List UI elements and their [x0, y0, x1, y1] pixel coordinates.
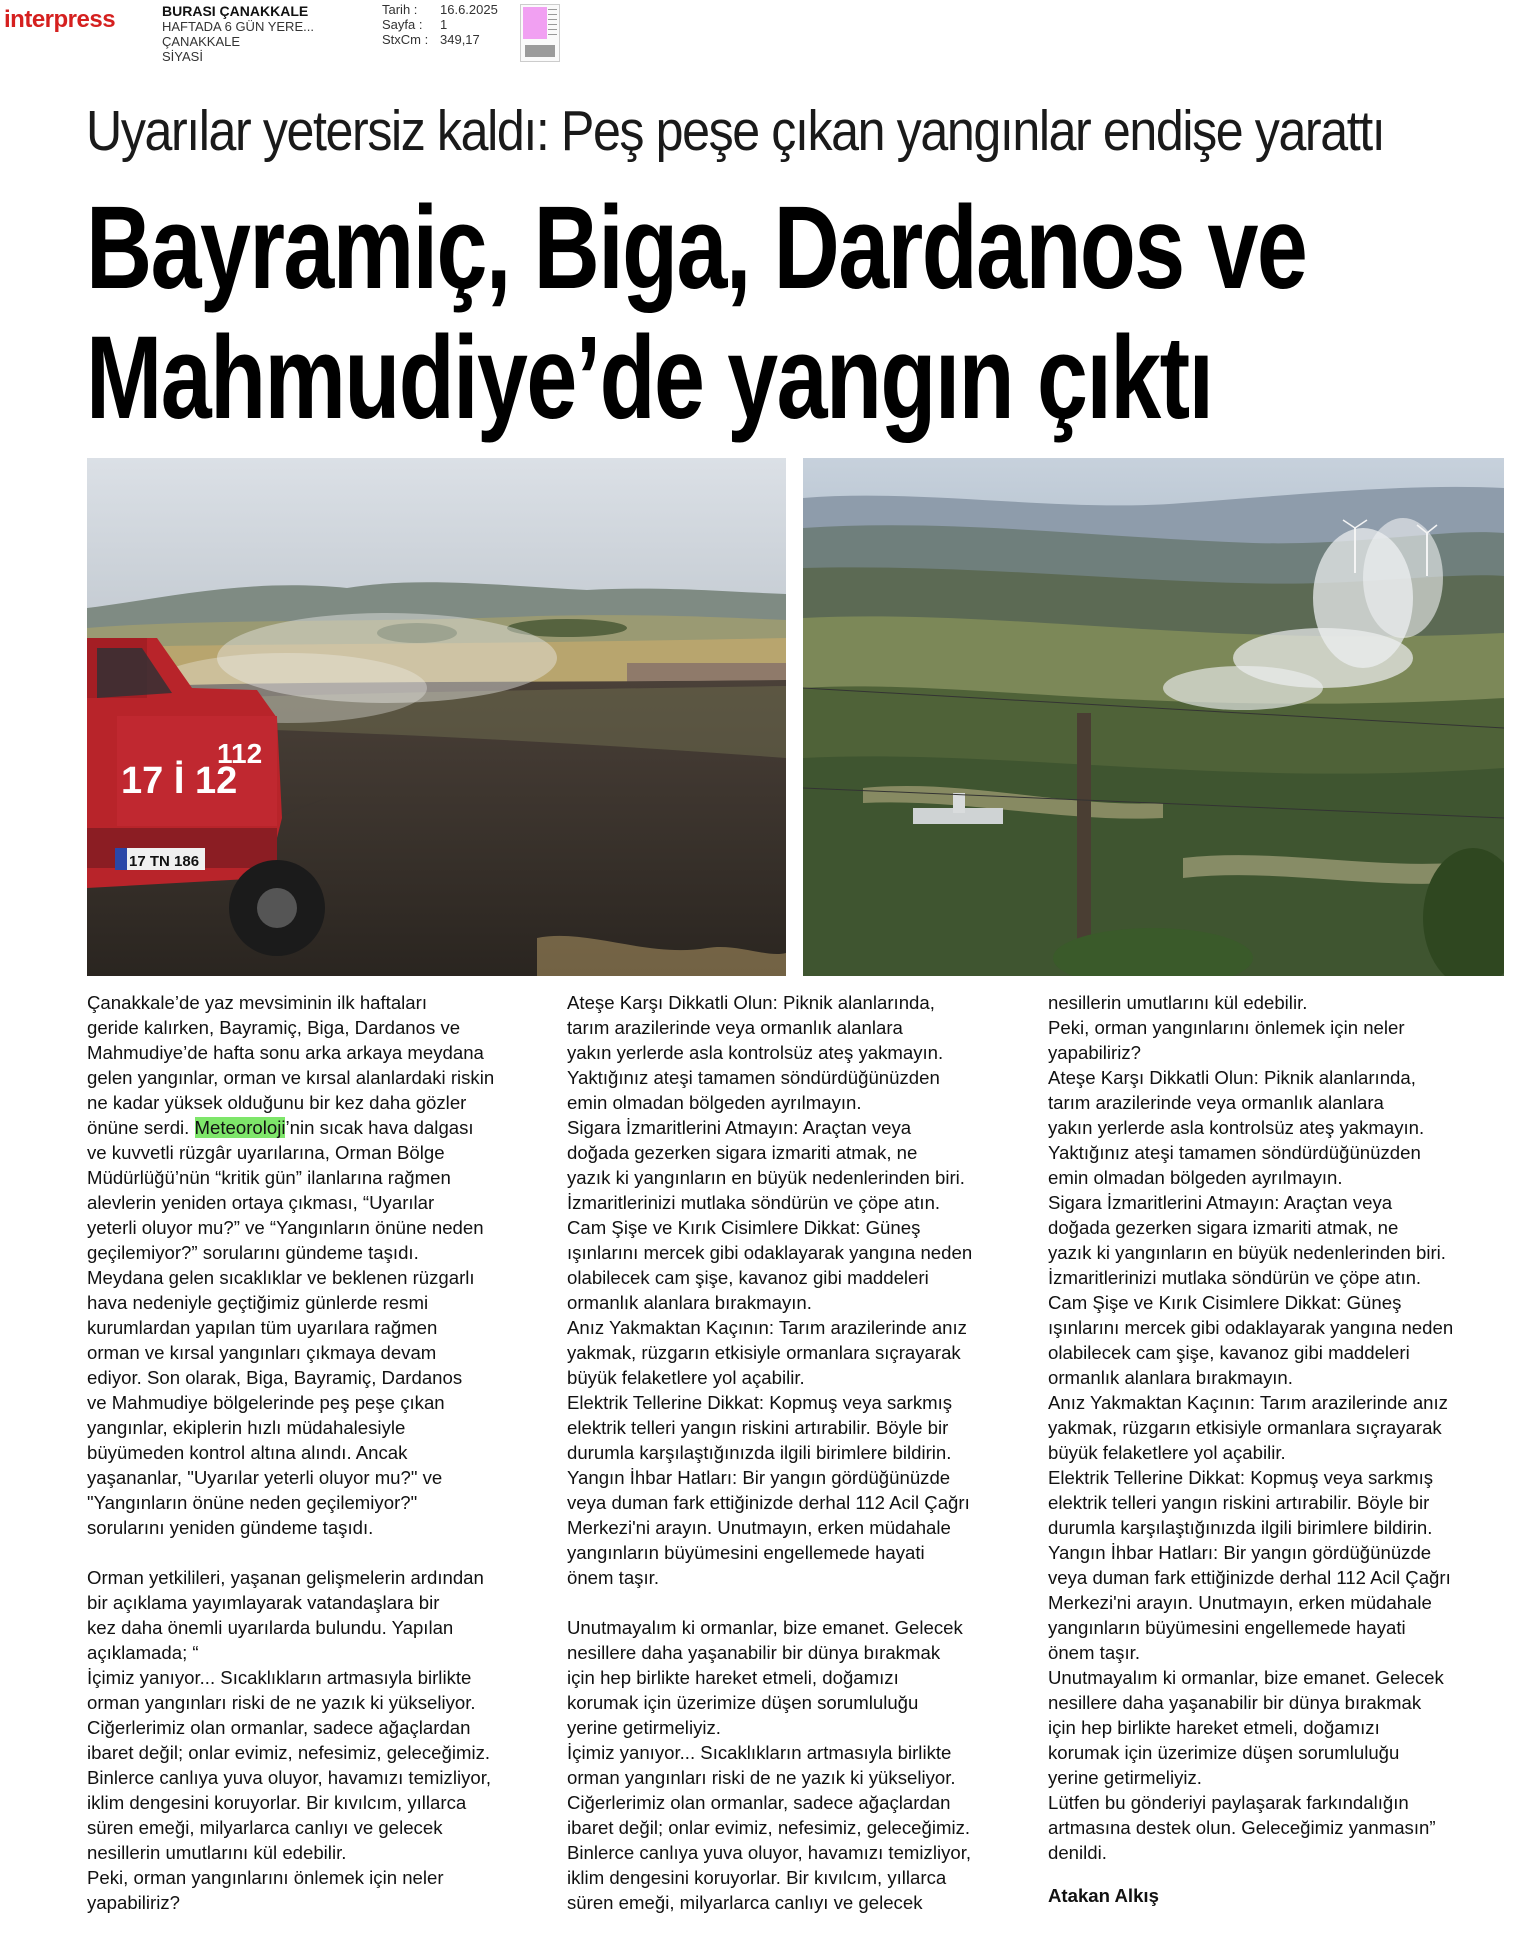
headline-line-2: Mahmudiye’de yangın çıktı [86, 312, 1213, 444]
photo-hills-smoke [803, 458, 1504, 976]
stxcm-label: StxCm : [382, 32, 429, 47]
thumbnail-highlight [523, 7, 547, 39]
page-thumbnail [520, 4, 560, 62]
paragraph-intro [87, 990, 547, 1540]
interpress-logo [4, 6, 115, 34]
article-column-2 [567, 990, 1037, 1915]
clipping-meta [382, 2, 498, 47]
page-value: 1 [440, 17, 448, 32]
date-label: Tarih : [382, 2, 418, 17]
publication-section: SİYASİ [162, 49, 203, 64]
clipping-header [0, 0, 1529, 70]
publication-name: BURASI ÇANAKKALE [162, 3, 309, 19]
author-byline: Atakan Alkış [1048, 1885, 1159, 1906]
truck-plate-number: 17 İ 12 [121, 760, 238, 802]
photo-fire-truck [87, 458, 786, 976]
intro-text-b: ’nin sıcak hava dalgası ve kuvvetli rüzgâr uyarılarına, Orman Bölge Müdürlüğü’nün “kritik gün” ilanlarına rağmen alevlerin yeniden ortaya çıkması, “Uyarılar yeterli oluyor mu?” ve “Yangınların önüne neden geçilemiyor?” sorularını gündeme taşıdı. Meydana gelen sıcaklıklar ve beklenen rüzgarlı hava nedeniyle geçtiğimiz günlerde resmi kurumlardan yapılan tüm uyarılara rağmen orman ve kırsal yangınları çıkmaya devam ediyor. Son olarak, Biga, Bayramiç, Dardanos ve Mahmudiye bölgelerinde peş peşe çıkan yangınlar, ekiplerin hızlı müdahalesiyle büyümeden kontrol altına alındı. Ancak yaşananlar, "Uyarılar yeterli oluyor mu?" ve "Yangınların önüne neden geçilemiyor?" sorularını yeniden gündeme taşıdı. [87, 1117, 484, 1538]
page-label: Sayfa : [382, 17, 423, 32]
headline-line-1: Bayramiç, Biga, Dardanos ve [86, 182, 1307, 314]
truck-license-plate: 17 TN 186 [129, 853, 200, 870]
article-kicker: Uyarılar yetersiz kaldı: Peş peşe çıkan yangınlar endişe yarattı [86, 99, 1385, 163]
paragraph-prevention-tips: Ateşe Karşı Dikkatli Olun: Piknik alanlarında, tarım arazilerinde veya ormanlık alanlara yakın yerlerde asla kontrolsüz ateş yakmayın. Yaktığınız ateşi tamamen söndürdüğünüzden emin olmadan bölgeden ayrılmayın. Sigara İzmaritlerini Atmayın: Araçtan veya doğada gezerken sigara izmariti atmak, ne yazık ki yangınların en büyük nedenlerinden biri. İzmaritlerinizi mutlaka söndürün ve çöpe atın. Cam Şişe ve Kırık Cisimlere Dikkat: Güneş ışınlarını mercek gibi odaklayarak yangına neden olabilecek cam şişe, kavanoz gibi maddeleri ormanlık alanlara bırakmayın. Anız Yakmaktan Kaçının: Tarım arazilerinde anız yakmak, rüzgarın etkisiyle ormanlara sıçrayarak büyük felaketlere yol açabilir. Elektrik Tellerine Dikkat: Kopmuş veya sarkmış elektrik telleri yangın riskini artırabilir. Böyle bir durumla karşılaştığınızda ilgili birimlere bildirin. Yangın İhbar Hatları: Bir yangın gördüğünüzde veya duman fark ettiğinizde derhal 112 Acil Çağrı Merkezi'ni arayın. Unutmayın, erken müdahale yangınların büyümesini engellemede hayati önem taşır. [567, 992, 973, 1588]
article-column-1 [87, 990, 547, 1915]
stxcm-value: 349,17 [440, 32, 480, 47]
date-value: 16.6.2025 [440, 2, 498, 17]
truck-emergency-number: 112 [217, 738, 263, 769]
publication-info [162, 4, 314, 64]
article-headline [86, 183, 1405, 443]
paragraph-closing-repeat: Unutmayalım ki ormanlar, bize emanet. Gelecek nesillere daha yaşanabilir bir dünya bırakmak için hep birlikte hareket etmeli, doğamızı korumak için üzerimize düşen sorumluluğu yerine getirmeliyiz. İçimiz yanıyor... Sıcaklıkların artmasıyla birlikte orman yangınları riski de ne yazık ki yükseliyor. Ciğerlerimiz olan ormanlar, sadece ağaçlardan ibaret değil; onlar evimiz, nefesimiz, geleceğimiz. Binlerce canlıya yuva oluyor, havamızı temizliyor, iklim dengesini koruyorlar. Bir kıvılcım, yıllarca süren emeği, milyarlarca canlıyı ve gelecek [567, 1617, 972, 1913]
publication-frequency: HAFTADA 6 GÜN YERE... [162, 19, 314, 34]
intro-text-a: Çanakkale’de yaz mevsiminin ilk haftaları geride kalırken, Bayramiç, Biga, Dardanos ve Mahmudiye’de hafta sonu arka arkaya meydana gelen yangınlar, orman ve kırsal alanlardaki riskin ne kadar yüksek olduğunu bir kez daha gözler önüne serdi. [87, 992, 495, 1138]
article-column-3 [1048, 990, 1513, 1908]
paragraph-officials-statement: Orman yetkilileri, yaşanan gelişmelerin ardından bir açıklama yayımlayarak vatandaşlara bir kez daha önemli uyarılarda bulundu. Yapılan açıklamada; “ İçimiz yanıyor... Sıcaklıkların artmasıyla birlikte orman yangınları riski de ne yazık ki yükseliyor. Ciğerlerimiz olan ormanlar, sadece ağaçlardan ibaret değil; onlar evimiz, nefesimiz, geleceğimiz. Binlerce canlıya yuva oluyor, havamızı temizliyor, iklim dengesini koruyorlar. Bir kıvılcım, yıllarca süren emeği, milyarlarca canlıyı ve gelecek nesillerin umutlarını kül edebilir. Peki, orman yangınlarını önlemek için neler yapabiliriz? [87, 1567, 492, 1913]
thumbnail-image [525, 45, 555, 57]
paragraph-tips-repeat: nesillerin umutlarını kül edebilir. Peki, orman yangınlarını önlemek için neler yapabiliriz? Ateşe Karşı Dikkatli Olun: Piknik alanlarında, tarım arazilerinde veya ormanlık alanlara yakın yerlerde asla kontrolsüz ateş yakmayın. Yaktığınız ateşi tamamen söndürdüğünüzden emin olmadan bölgeden ayrılmayın. Sigara İzmaritlerini Atmayın: Araçtan veya doğada gezerken sigara izmariti atmak, ne yazık ki yangınların en büyük nedenlerinden biri. İzmaritlerinizi mutlaka söndürün ve çöpe atın. Cam Şişe ve Kırık Cisimlere Dikkat: Güneş ışınlarını mercek gibi odaklayarak yangına neden olabilecek cam şişe, kavanoz gibi maddeleri ormanlık alanlara bırakmayın. Anız Yakmaktan Kaçının: Tarım arazilerinde anız yakmak, rüzgarın etkisiyle ormanlara sıçrayarak büyük felaketlere yol açabilir. Elektrik Tellerine Dikkat: Kopmuş veya sarkmış elektrik telleri yangın riskini artırabilir. Böyle bir durumla karşılaştığınızda ilgili birimlere bildirin. Yangın İhbar Hatları: Bir yangın gördüğünüzde veya duman fark ettiğinizde derhal 112 Acil Çağrı Merkezi'ni arayın. Unutmayın, erken müdahale yangınların büyümesini engellemede hayati önem taşır. Unutmayalım ki ormanlar, bize emanet. Gelecek nesillere daha yaşanabilir bir dünya bırakmak için hep birlikte hareket etmeli, doğamızı korumak için üzerimize düşen sorumluluğu yerine getirmeliyiz. Lütfen bu gönderiyi paylaşarak farkındalığın artmasına destek olun. Geleceğimiz yanmasın” denildi. [1048, 992, 1454, 1863]
logo-text: interpress [4, 6, 116, 33]
publication-city: ÇANAKKALE [162, 34, 241, 49]
highlighted-keyword: Meteoroloji [194, 1117, 286, 1138]
